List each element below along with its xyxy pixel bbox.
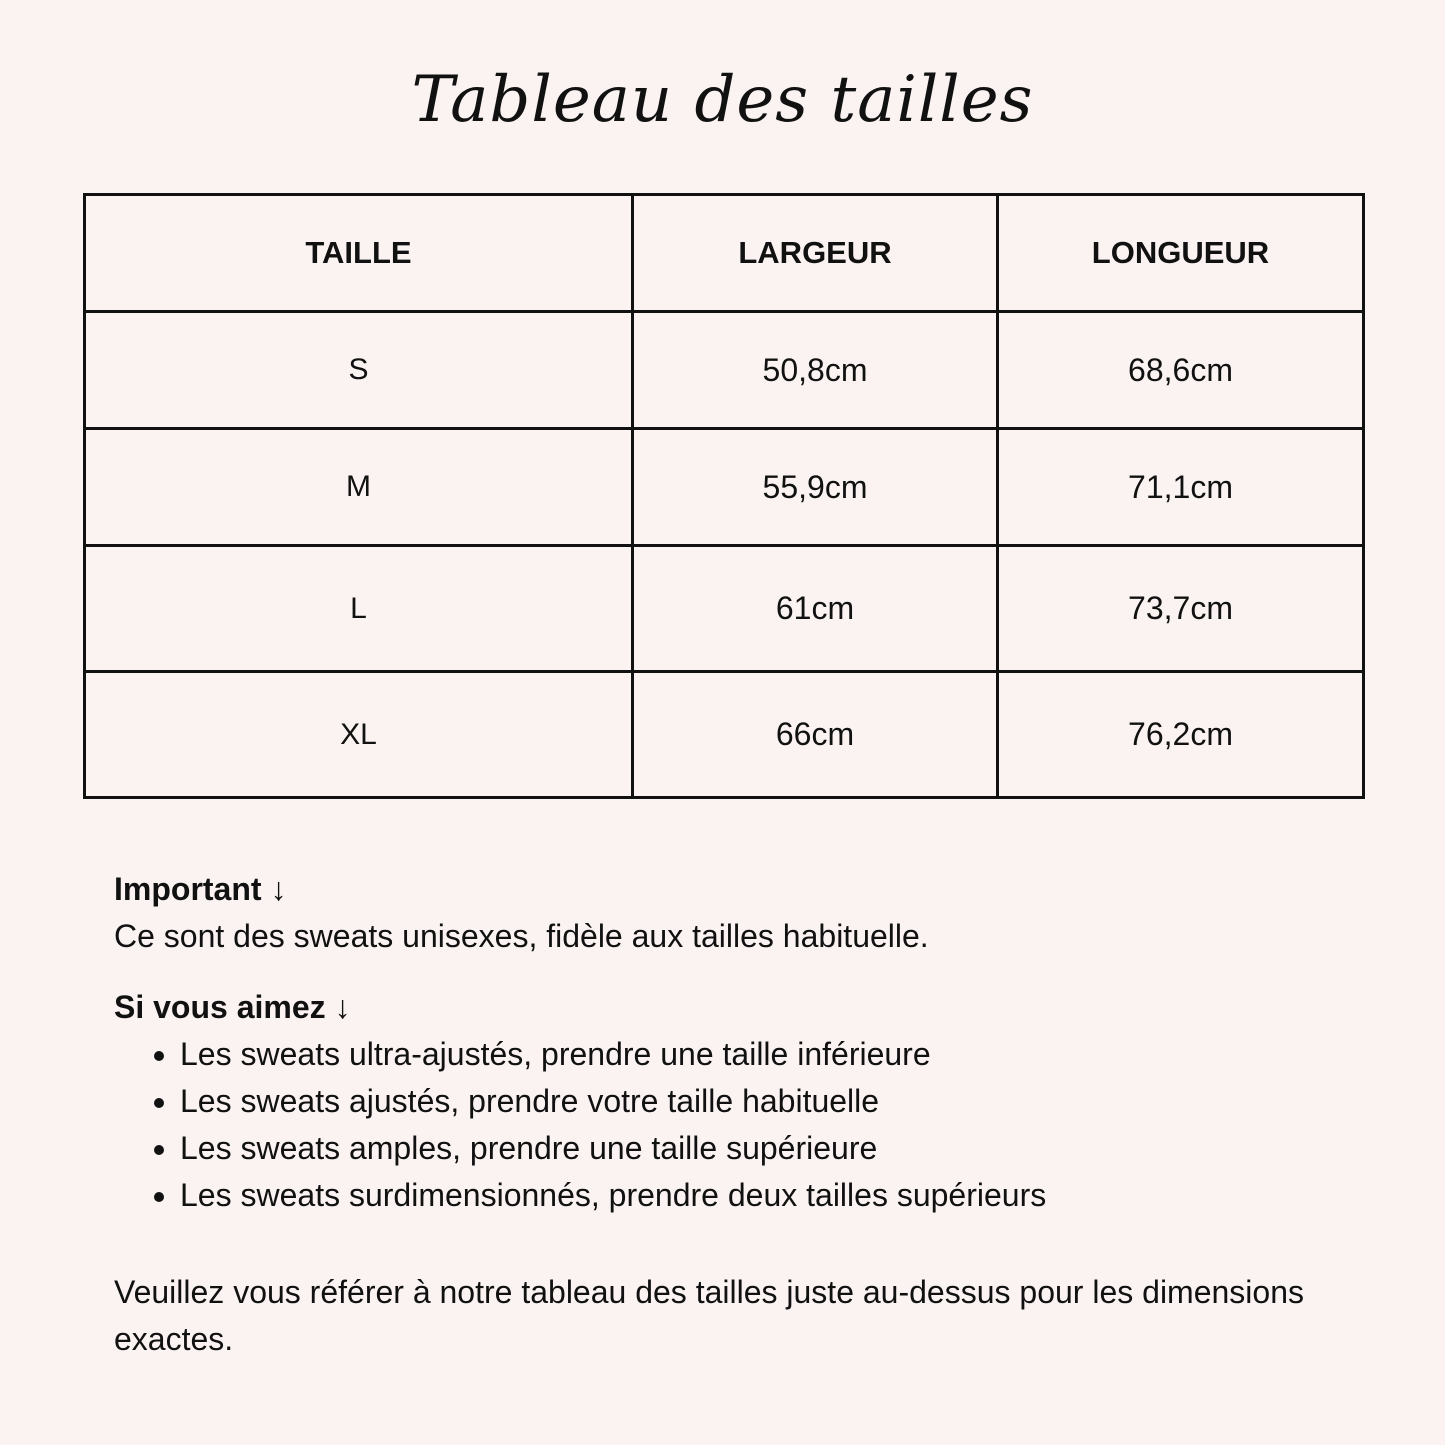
cell-longueur: 76,2cm [998, 672, 1364, 798]
preferences-list [114, 1031, 1334, 1219]
closing-text: Veuillez vous référer à notre tableau des tailles juste au-dessus pour les dimensions exactes. [114, 1274, 1304, 1357]
important-text: Ce sont des sweats unisexes, fidèle aux tailles habituelle. [114, 918, 929, 954]
table-row [85, 312, 1364, 429]
table-row [85, 429, 1364, 546]
list-item: • Les sweats amples, prendre une taille supérieure [180, 1125, 1334, 1172]
cell-taille: XL [85, 672, 633, 798]
size-chart-table [83, 193, 1365, 799]
cell-longueur: 73,7cm [998, 546, 1364, 672]
notes-section [114, 866, 1334, 1363]
cell-taille: S [85, 312, 633, 429]
cell-taille: M [85, 429, 633, 546]
cell-taille: L [85, 546, 633, 672]
cell-largeur: 61cm [633, 546, 998, 672]
page-title: Tableau des tailles [411, 63, 1034, 137]
important-heading: Important ↓ [114, 871, 287, 907]
list-item: • Les sweats ajustés, prendre votre taille habituelle [180, 1078, 1334, 1125]
cell-longueur: 71,1cm [998, 429, 1364, 546]
table-row [85, 546, 1364, 672]
cell-largeur: 50,8cm [633, 312, 998, 429]
cell-largeur: 66cm [633, 672, 998, 798]
header-taille: TAILLE [85, 195, 633, 312]
table-header-row [85, 195, 1364, 312]
cell-largeur: 55,9cm [633, 429, 998, 546]
list-item: • Les sweats ultra-ajustés, prendre une taille inférieure [180, 1031, 1334, 1078]
list-item: • Les sweats surdimensionnés, prendre deux tailles supérieurs [180, 1172, 1334, 1219]
header-longueur: LONGUEUR [998, 195, 1364, 312]
header-largeur: LARGEUR [633, 195, 998, 312]
preferences-heading: Si vous aimez ↓ [114, 989, 351, 1025]
cell-longueur: 68,6cm [998, 312, 1364, 429]
table-row [85, 672, 1364, 798]
